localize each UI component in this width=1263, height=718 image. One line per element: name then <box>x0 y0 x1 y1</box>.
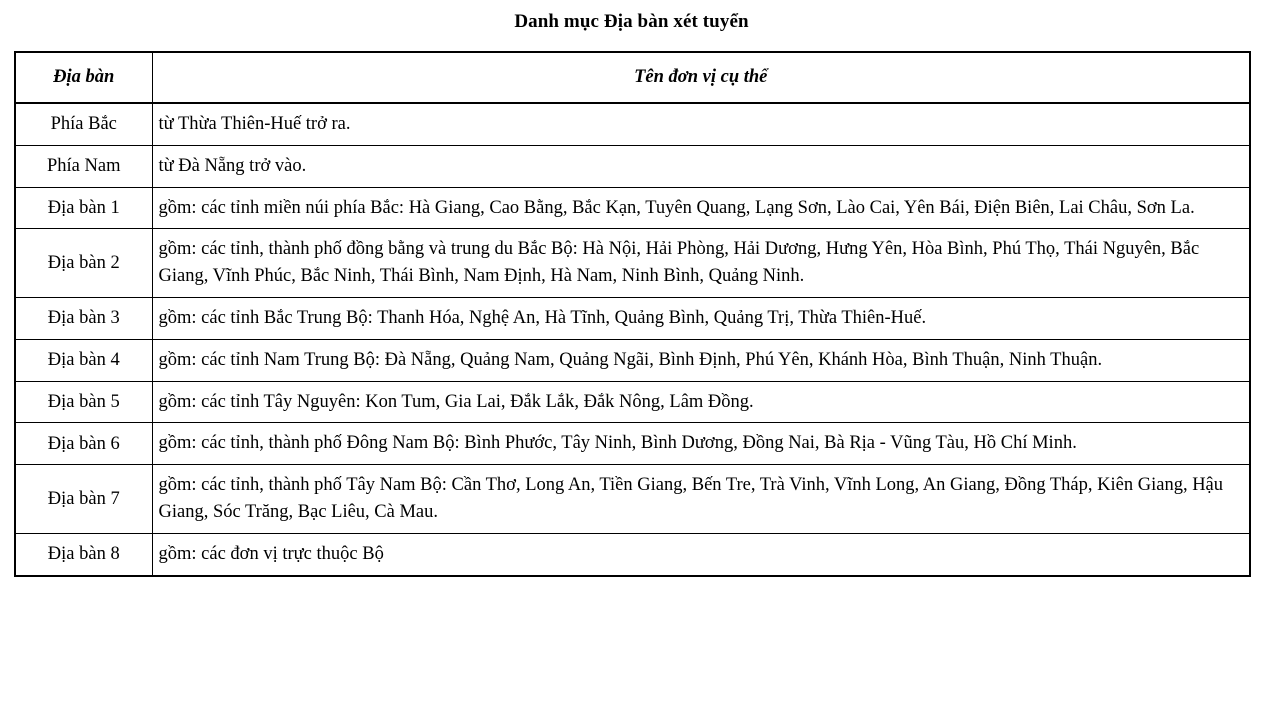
cell-region-detail <box>152 339 1250 381</box>
region-name-label: Địa bàn 2 <box>47 253 120 274</box>
table-header <box>15 52 1250 103</box>
region-name-label: Phía Bắc <box>50 114 117 135</box>
table-row <box>15 381 1250 423</box>
cell-region-detail <box>152 423 1250 465</box>
page-title: Danh mục Địa bàn xét tuyển <box>514 11 749 32</box>
table-row <box>15 423 1250 465</box>
cell-region-detail <box>152 465 1250 534</box>
cell-region-detail <box>152 381 1250 423</box>
region-name-label: Địa bàn 5 <box>47 391 120 412</box>
cell-region-name <box>15 145 152 187</box>
region-name-label: Địa bàn 3 <box>47 308 120 329</box>
region-detail-text: gồm: các tỉnh, thành phố Đông Nam Bộ: Bình Phước, Tây Ninh, Bình Dương, Đồng Nai, Bà Rịa - Vũng Tàu, Hồ Chí Minh. <box>158 433 1077 454</box>
cell-region-name <box>15 229 152 298</box>
table-row <box>15 339 1250 381</box>
cell-region-name <box>15 339 152 381</box>
cell-region-name <box>15 381 152 423</box>
table-row <box>15 465 1250 534</box>
region-detail-text: từ Đà Nẵng trở vào. <box>158 155 307 176</box>
region-detail-text: gồm: các tỉnh Nam Trung Bộ: Đà Nẵng, Quảng Nam, Quảng Ngãi, Bình Định, Phú Yên, Khánh Hòa, Bình Thuận, Ninh Thuận. <box>158 349 1103 370</box>
region-detail-text: gồm: các tỉnh Tây Nguyên: Kon Tum, Gia Lai, Đắk Lắk, Đắk Nông, Lâm Đồng. <box>158 391 754 412</box>
cell-region-name <box>15 423 152 465</box>
cell-region-detail <box>152 187 1250 229</box>
column-header-unit-name <box>152 52 1250 103</box>
column-header-unit-name-label: Tên đơn vị cụ thể <box>634 66 768 87</box>
table-row <box>15 297 1250 339</box>
cell-region-detail <box>152 229 1250 298</box>
table-row <box>15 145 1250 187</box>
column-header-region-label: Địa bàn <box>53 66 115 87</box>
region-name-label: Địa bàn 4 <box>47 350 120 371</box>
region-name-label: Phía Nam <box>47 156 121 177</box>
cell-region-detail <box>152 297 1250 339</box>
region-name-label: Địa bàn 6 <box>47 433 120 454</box>
region-detail-text: gồm: các tỉnh, thành phố đồng bằng và trung du Bắc Bộ: Hà Nội, Hải Phòng, Hải Dương, Hưng Yên, Hòa Bình, Phú Thọ, Thái Nguyên, Bắc Giang, Vĩnh Phúc, Bắc Ninh, Thái Bình, Nam Định, Hà Nam, Ninh Bình, Quảng Ninh. <box>158 239 1200 287</box>
cell-region-name <box>15 465 152 534</box>
table-row <box>15 229 1250 298</box>
cell-region-detail <box>152 145 1250 187</box>
region-name-label: Địa bàn 7 <box>47 489 120 510</box>
region-detail-text: gồm: các đơn vị trực thuộc Bộ <box>158 543 384 564</box>
region-name-label: Địa bàn 8 <box>47 544 120 565</box>
column-header-region <box>15 52 152 103</box>
cell-region-name <box>15 103 152 145</box>
region-name-label: Địa bàn 1 <box>47 197 120 218</box>
region-detail-text: từ Thừa Thiên-Huế trở ra. <box>158 113 351 134</box>
table-container <box>0 51 1263 577</box>
cell-region-name <box>15 297 152 339</box>
region-detail-text: gồm: các tỉnh miền núi phía Bắc: Hà Giang, Cao Bằng, Bắc Kạn, Tuyên Quang, Lạng Sơn, Lào Cai, Yên Bái, Điện Biên, Lai Châu, Sơn La. <box>158 197 1195 218</box>
cell-region-name <box>15 187 152 229</box>
cell-region-name <box>15 533 152 575</box>
region-detail-text: gồm: các tỉnh Bắc Trung Bộ: Thanh Hóa, Nghệ An, Hà Tĩnh, Quảng Bình, Quảng Trị, Thừa Thiên-Huế. <box>158 307 927 328</box>
table-row <box>15 533 1250 575</box>
region-catalog-table <box>14 51 1251 577</box>
table-body <box>15 103 1250 576</box>
region-detail-text: gồm: các tỉnh, thành phố Tây Nam Bộ: Cần Thơ, Long An, Tiền Giang, Bến Tre, Trà Vinh, Vĩnh Long, An Giang, Đồng Tháp, Kiên Giang, Hậu Giang, Sóc Trăng, Bạc Liêu, Cà Mau. <box>158 475 1224 523</box>
table-row <box>15 187 1250 229</box>
table-header-row <box>15 52 1250 103</box>
cell-region-detail <box>152 103 1250 145</box>
cell-region-detail <box>152 533 1250 575</box>
table-row <box>15 103 1250 145</box>
